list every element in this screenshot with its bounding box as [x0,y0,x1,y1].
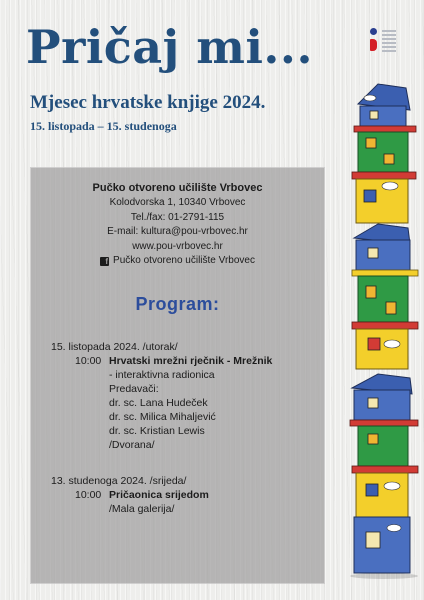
event-detail: /Mala galerija/ [109,503,175,515]
event-date: 15. listopada 2024. /utorak/ [51,341,178,353]
house-yellow-1 [356,179,408,223]
event-detail: dr. sc. Lana Hudeček [109,397,208,409]
house-yellow-3 [356,473,408,517]
event-date: 13. studenoga 2024. /srijeda/ [51,475,187,487]
organizer-name: Pučko otvoreno učilište Vrbovec [92,182,263,194]
event-1 [51,340,316,452]
facebook-label: Pučko otvoreno učilište Vrbovec [113,255,255,266]
page-subtitle: Mjesec hrvatske knjige 2024. [30,92,266,113]
organizer-address: Kolodvorska 1, 10340 Vrbovec [109,197,246,208]
house-blue-top [358,84,410,126]
house-blue-bottom [354,517,410,573]
house-green-2 [358,276,408,322]
house-blue-2 [354,224,410,270]
logo-comma [370,39,377,51]
event-time: 10:00 [75,489,102,501]
house-blue-3 [352,374,412,420]
event-title: Hrvatski mrežni rječnik - Mrežnik [109,355,273,367]
house-green-3 [358,426,408,466]
organizer-email[interactable]: E-mail: kultura@pou-vrbovec.hr [107,226,248,237]
program-heading: Program: [135,294,220,314]
organizer-phone: Tel./fax: 01-2791-115 [130,211,225,223]
event-detail: - interaktivna radionica [109,369,215,381]
council-logo [368,28,414,68]
organizer-facebook[interactable] [31,254,324,269]
event-title: Pričaonica srijedom [109,489,209,501]
info-panel [30,167,325,584]
event-detail: dr. sc. Kristian Lewis [109,425,205,437]
organizer-info [31,180,324,269]
logo-text-lines [382,30,396,54]
event-detail: Predavači: [109,383,159,395]
facebook-icon: f [100,257,109,266]
house-green-1 [358,132,408,172]
book-house-tower-illustration [348,76,424,600]
page-title: Pričaj mi... [26,20,313,74]
event-detail: dr. sc. Milica Mihaljević [109,411,216,423]
event-2 [51,474,316,516]
event-time: 10:00 [75,355,102,367]
house-yellow-2 [356,329,408,369]
organizer-website[interactable]: www.pou-vrbovec.hr [132,240,223,252]
event-detail: /Dvorana/ [109,439,155,451]
logo-dot [370,28,377,35]
date-range: 15. listopada – 15. studenoga [30,119,177,133]
